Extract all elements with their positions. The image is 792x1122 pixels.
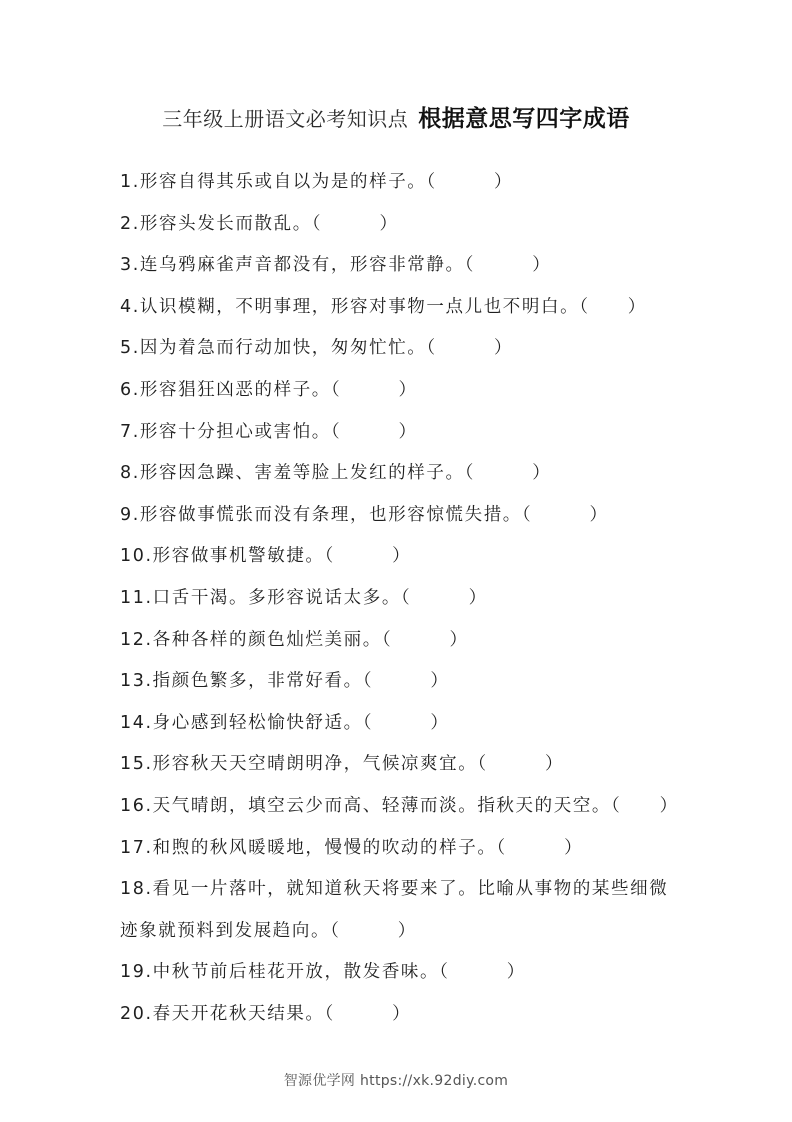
- question-item: 20.春天开花秋天结果。（ ）: [120, 1003, 412, 1024]
- question-item: 6.形容猖狂凶恶的样子。（ ）: [120, 379, 418, 400]
- question-item: 9.形容做事慌张而没有条理，也形容惊慌失措。（ ）: [120, 504, 609, 525]
- title-main: 三年级上册语文必考知识点: [162, 107, 409, 131]
- question-item: 17.和煦的秋风暖暖地，慢慢的吹动的样子。（ ）: [120, 837, 584, 858]
- title-sub: 根据意思写四字成语: [418, 106, 630, 132]
- question-item: 10.形容做事机警敏捷。（ ）: [120, 546, 412, 567]
- question-item: 15.形容秋天天空晴朗明净，气候凉爽宜。（ ）: [120, 754, 565, 775]
- question-item: 2.形容头发长而散乱。（ ）: [120, 213, 399, 234]
- question-item: 12.各种各样的颜色灿烂美丽。（ ）: [120, 629, 469, 650]
- question-item: 16.天气晴朗，填空云少而高、轻薄而淡。指秋天的天空。（ ）: [120, 795, 679, 816]
- question-list: [120, 162, 700, 1035]
- question-item: 5.因为着急而行动加快，匆匆忙忙。（ ）: [120, 338, 514, 359]
- question-item: 19.中秋节前后桂花开放，散发香味。（ ）: [120, 962, 526, 983]
- page-title: [0, 100, 792, 133]
- question-item: 4.认识模糊，不明事理，形容对事物一点儿也不明白。（ ）: [120, 296, 647, 317]
- question-item: 11.口舌干渴。多形容说话太多。（ ）: [120, 587, 488, 608]
- question-item: 8.形容因急躁、害羞等脸上发红的样子。（ ）: [120, 463, 552, 484]
- question-item: 14.身心感到轻松愉快舒适。（ ）: [120, 712, 450, 733]
- question-item: 13.指颜色繁多，非常好看。（ ）: [120, 671, 450, 692]
- question-item: 3.连乌鸦麻雀声音都没有，形容非常静。（ ）: [120, 255, 552, 276]
- question-item: 18.看见一片落叶，就知道秋天将要来了。比喻从事物的某些细微迹象就预料到发展趋向。（ ）: [120, 879, 669, 941]
- question-item: 1.形容自得其乐或自以为是的样子。（ ）: [120, 172, 514, 192]
- question-item: 7.形容十分担心或害怕。（ ）: [120, 421, 418, 442]
- footer-watermark: 智源优学网 https://xk.92diy.com: [283, 1073, 509, 1089]
